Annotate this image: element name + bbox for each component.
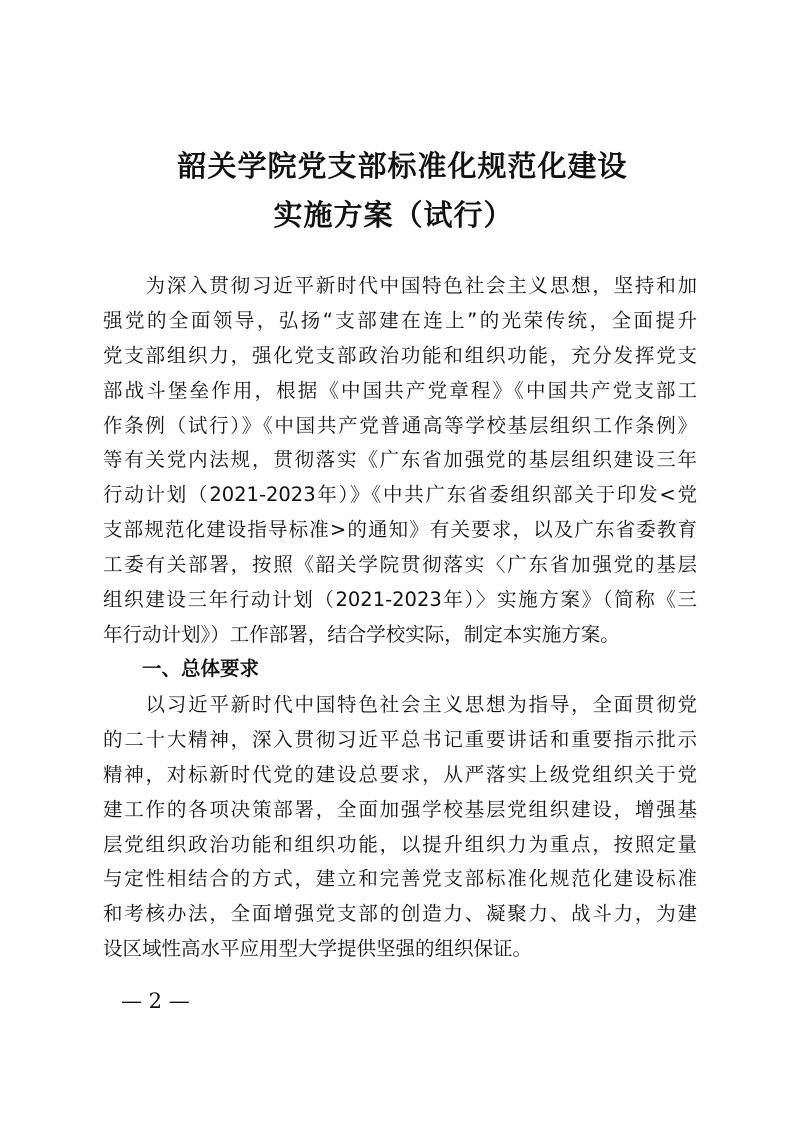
- document-title-line-2: 实施方案（试行）: [273, 198, 514, 232]
- document-title-line-1: 韶关学院党支部标准化规范化建设: [177, 149, 628, 183]
- paragraph-line: 部战斗堡垒作用，根据《中国共产党章程》《中国共产党支部工: [103, 378, 697, 402]
- paragraph-line: 强党的全面领导，弘扬“支部建在连上”的光荣传统，全面提升: [103, 308, 697, 332]
- paragraph-line: 建工作的各项决策部署，全面加强学校基层党组织建设，增强基: [103, 797, 697, 821]
- paragraph-intro: [103, 269, 697, 653]
- paragraph-line: 等有关党内法规，贯彻落实《广东省加强党的基层组织建设三年: [103, 448, 697, 472]
- paragraph-line: 党支部组织力，强化党支部政治功能和组织功能，充分发挥党支: [103, 343, 697, 367]
- paragraph-line: 年行动计划》）工作部署，结合学校实际，制定本实施方案。: [103, 622, 620, 646]
- paragraph-line: 与定性相结合的方式，建立和完善党支部标准化规范化建设标准: [103, 867, 697, 891]
- paragraph-line: 以习近平新时代中国特色社会主义思想为指导，全面贯彻党: [103, 693, 697, 716]
- paragraph-line: 为深入贯彻习近平新时代中国特色社会主义思想，坚持和加: [103, 274, 697, 297]
- paragraph-line: 和考核办法，全面增强党支部的创造力、凝聚力、战斗力，为建: [103, 902, 697, 926]
- paragraph-line: 行动计划（2021-2023年）》《中共广东省委组织部关于印发<党: [103, 483, 697, 507]
- paragraph-line: 层党组织政治功能和组织功能，以提升组织力为重点，按照定量: [103, 832, 697, 856]
- paragraph-line: 精神，对标新时代党的建设总要求，从严落实上级党组织关于党: [103, 762, 697, 786]
- paragraph-line: 组织建设三年行动计划（2021-2023年）〉实施方案》（简称《三: [103, 588, 697, 612]
- paragraph-line: 工委有关部署，按照《韶关学院贯彻落实〈广东省加强党的基层: [103, 553, 697, 577]
- paragraph-general-requirements: [103, 688, 697, 967]
- paragraph-line: 支部规范化建设指导标准>的通知》有关要求，以及广东省委教育: [103, 518, 697, 542]
- section-heading-general-requirements: 一、总体要求: [142, 657, 260, 680]
- paragraph-line: 作条例（试行）》《中国共产党普通高等学校基层组织工作条例》: [103, 413, 697, 437]
- paragraph-line: 的二十大精神，深入贯彻习近平总书记重要讲话和重要指示批示: [103, 727, 697, 751]
- paragraph-line: 设区域性高水平应用型大学提供坚强的组织保证。: [103, 937, 533, 961]
- page-number: — 2 —: [121, 989, 190, 1013]
